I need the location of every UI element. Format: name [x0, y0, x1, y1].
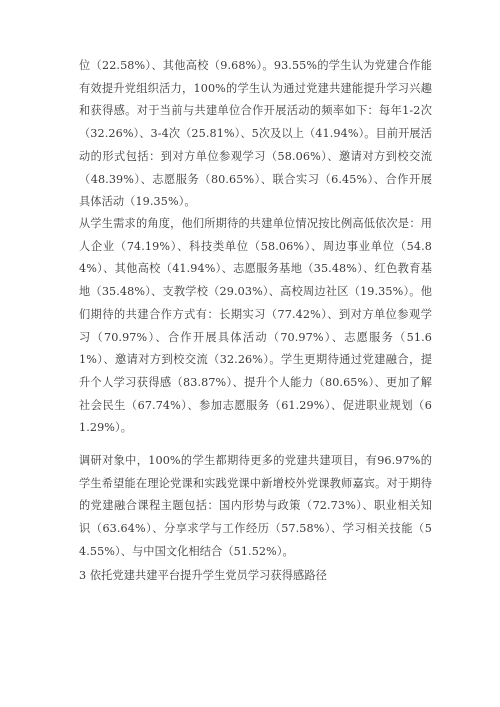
paragraph-student-needs: 从学生需求的角度，他们所期待的共建单位情况按比例高低依次是：用人企业（74.19%）、科技类单位（58.06%）、周边事业单位（54.84%）、其他高校（41.94%）、志愿服务基地（35.48%）、红色教育基地（35.48%）、支教学校（29.03%）、高校周边社区（19.35%）。他们期待的共建合作方式有：长期实习（77.42%）、到对方单位参观学习（70.97%）、合作开展具体活动（70.97%）、志愿服务（51.61%）、邀请对方到校交流（32.26%）。学生更期待通过党建融合，提升个人学习获得感（83.87%）、提升个人能力（80.65%）、更加了解社会民生（67.74%）、参加志愿服务（61.29%）、促进职业规划（61.29%）。 — [79, 217, 432, 435]
paragraph-course-topics: 调研对象中，100%的学生都期待更多的党建共建项目，有96.97%的学生希望能在理论党课和实践党课中新增校外党课教师嘉宾。对于期待的党建融合课程主题包括：国内形势与政策（72.73%）、职业相关知识（63.64%）、分享求学与工作经历（57.58%）、学习相关技能（54.55%）、与中国文化相结合（51.52%）。 — [79, 454, 432, 558]
paragraph-survey-results: 位（22.58%）、其他高校（9.68%）。93.55%的学生认为党建合作能有效提升党组织活力，100%的学生认为通过党建共建能提升学习兴趣和获得感。对于当前与共建单位合作开展活动的频率如下：每年1-2次（32.26%）、3-4次（25.81%）、5次及以上（41.94%）。目前开展活动的形式包括：到对方单位参观学习（58.06%）、邀请对方到校交流（48.39%）、志愿服务（80.65%）、联合实习（6.45%）、合作开展具体活动（19.35%）。 — [79, 59, 432, 209]
section-heading: 3 依托党建共建平台提升学生党员学习获得感路径 — [79, 569, 327, 582]
